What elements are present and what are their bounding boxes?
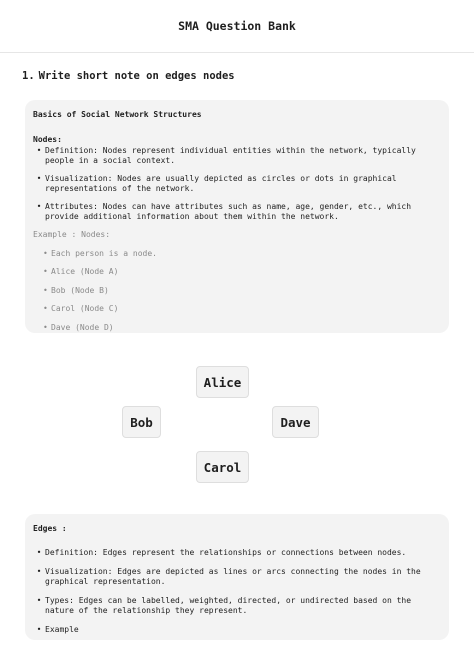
bullet-icon: •: [36, 146, 42, 155]
list-item: [33, 249, 439, 259]
nodes-bullet-list: [33, 146, 439, 222]
list-item: [33, 174, 439, 194]
example-text: Each person is a node.: [51, 248, 157, 258]
graph-node-alice: Alice: [196, 366, 249, 398]
bullet-icon: •: [36, 174, 42, 183]
example-text: Bob (Node B): [51, 285, 109, 295]
bullet-icon: •: [36, 596, 42, 605]
bullet-text: Definition: Nodes represent individual entities within the network, typically people in a social context.: [45, 146, 416, 165]
list-item: [33, 567, 439, 587]
graph-node-dave: Dave: [272, 406, 319, 438]
question-text: Write short note on edges nodes: [38, 70, 235, 82]
list-item: [33, 286, 439, 296]
graph-node-bob: Bob: [122, 406, 161, 438]
example-block: [33, 230, 439, 333]
example-text: Carol (Node C): [51, 304, 119, 313]
bullet-text: Visualization: Nodes are usually depicted as circles or dots in graphical representations of the network.: [45, 174, 397, 193]
graph-node-carol: Carol: [196, 451, 249, 483]
bullet-text: Example: [45, 625, 79, 634]
list-item: [33, 202, 439, 222]
bullet-text: Types: Edges can be labelled, weighted, directed, or undirected based on the nature of the relationship they represent.: [45, 596, 412, 615]
bullet-text: Attributes: Nodes can have attributes such as name, age, gender, etc., which provide additional information about them within the network.: [45, 202, 412, 221]
question-heading: [22, 70, 235, 82]
list-item: [33, 304, 439, 314]
list-item: [33, 625, 439, 635]
list-item: [33, 146, 439, 166]
page-header: [0, 0, 474, 53]
bullet-icon: •: [36, 202, 42, 211]
edges-label: Edges :: [33, 524, 67, 533]
example-text: Alice (Node A): [51, 267, 119, 276]
card-heading: Basics of Social Network Structures: [33, 110, 202, 119]
bullet-icon: •: [36, 548, 42, 557]
question-number: 1.: [22, 70, 35, 82]
bullet-icon: •: [36, 625, 42, 634]
bullet-text: Visualization: Edges are depicted as lines or arcs connecting the nodes in the graphical representation.: [45, 567, 421, 586]
bullet-text: Definition: Edges represent the relationships or connections between nodes.: [45, 548, 407, 557]
list-item: [33, 323, 439, 333]
nodes-card: [25, 100, 449, 333]
bullet-icon: •: [43, 267, 48, 276]
list-item: [33, 596, 439, 616]
list-item: [33, 267, 439, 277]
example-text: Dave (Node D): [51, 322, 114, 332]
bullet-icon: •: [43, 248, 48, 258]
edges-bullet-list: [33, 548, 439, 635]
example-label: Example : Nodes:: [33, 230, 111, 239]
edges-card: [25, 514, 449, 640]
bullet-icon: •: [36, 567, 42, 576]
list-item: [33, 548, 439, 558]
bullet-icon: •: [43, 322, 48, 332]
page-title: SMA Question Bank: [178, 19, 296, 33]
nodes-label: Nodes:: [33, 135, 62, 144]
bullet-icon: •: [43, 304, 48, 313]
bullet-icon: •: [43, 285, 48, 295]
